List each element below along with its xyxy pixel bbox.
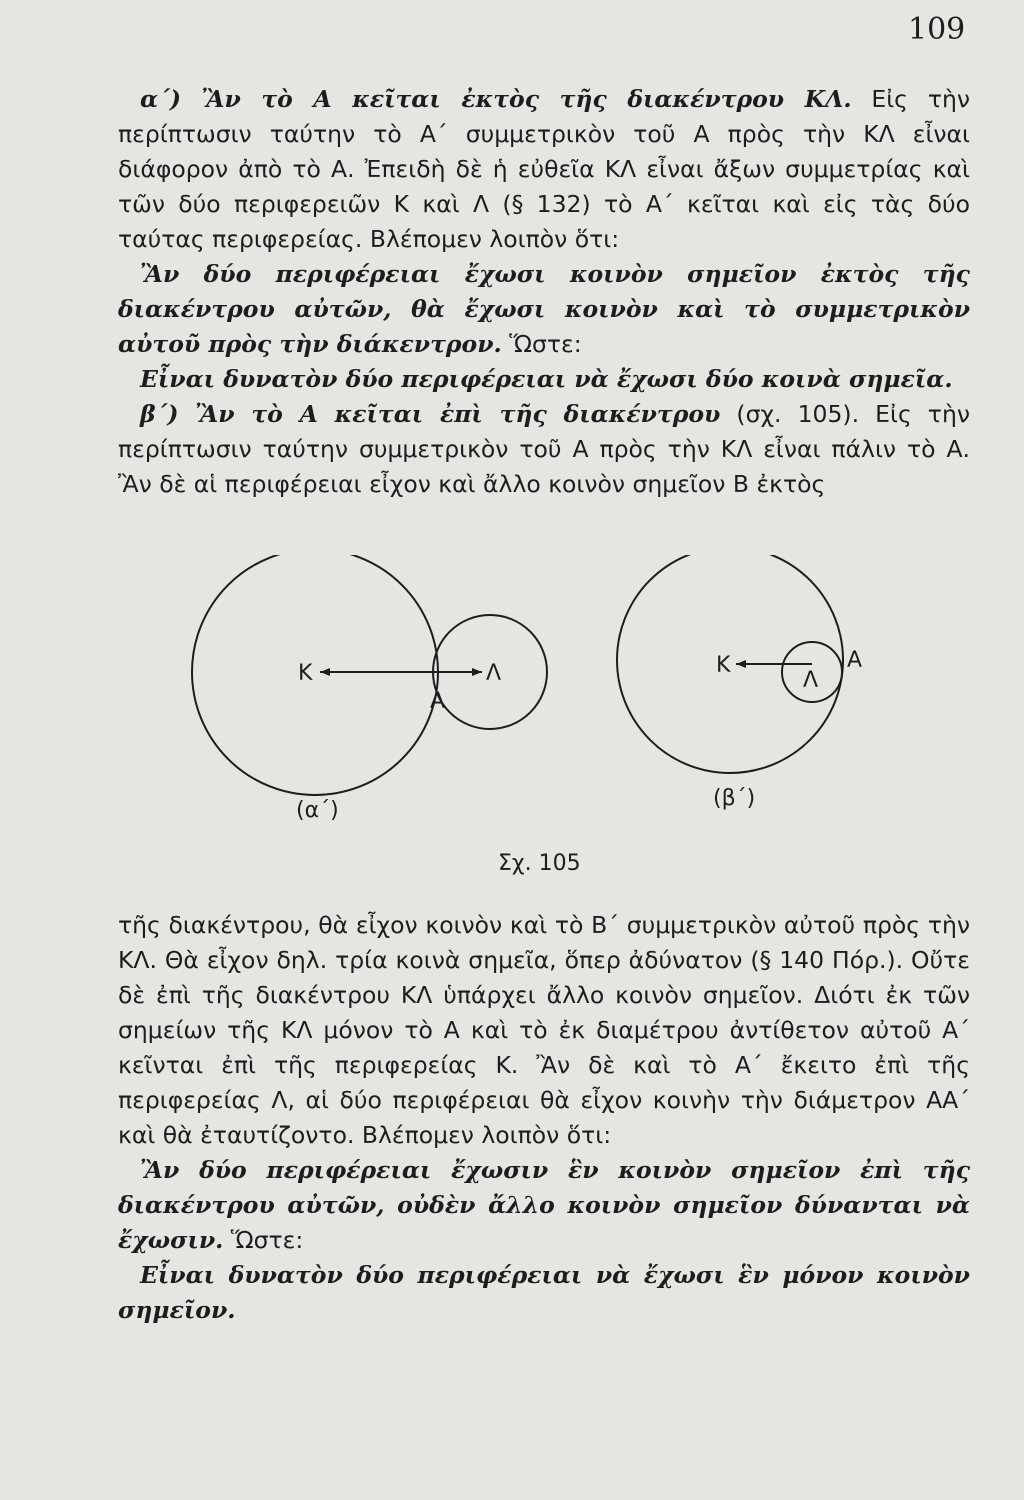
figure-beta-label: (β΄) xyxy=(713,786,756,811)
paragraph-theorem-symmetric xyxy=(118,257,970,362)
arrow-k-beta xyxy=(736,660,746,668)
theorem-symmetric-tail: Ὥστε: xyxy=(501,330,582,358)
arrow-l-alpha xyxy=(472,668,482,676)
figure-105 xyxy=(190,555,890,885)
page-number: 109 xyxy=(908,12,966,47)
paragraph-case-beta xyxy=(118,397,970,502)
label-l-alpha: Λ xyxy=(486,661,502,686)
bottom-text-block xyxy=(118,908,970,1328)
label-k-alpha: Κ xyxy=(298,661,313,686)
theorem-single-tail: Ὥστε: xyxy=(223,1226,304,1254)
conclusion-one-point: Εἶναι δυνατὸν δύο περιφέρειαι νὰ ἔχωσι ἓν μόνον κοινὸν σημεῖον. xyxy=(118,1261,970,1324)
figure-alpha-label: (α΄) xyxy=(296,798,339,823)
top-text-block xyxy=(118,82,970,502)
paragraph-case-alpha xyxy=(118,82,970,257)
theorem-single-point: Ἂν δύο περιφέρειαι ἔχωσιν ἓν κοινὸν σημεῖον ἐπὶ τῆς διακέντρου αὐτῶν, οὐδὲν ἄλλο κοινὸν σημεῖον δύνανται νὰ ἔχωσιν. xyxy=(118,1156,970,1254)
continuation-body: τῆς διακέντρου, θὰ εἶχον κοινὸν καὶ τὸ Β΄ συμμετρικὸν αὐτοῦ πρὸς τὴν ΚΛ. Θὰ εἶχον δηλ. τρία κοινὰ σημεῖα, ὅπερ ἀδύνατον (§ 140 Πόρ.). Οὔτε δὲ ἐπὶ τῆς διακέντρου ΚΛ ὑπάρχει ἄλλο κοινὸν σημεῖον. Διότι ἐκ τῶν σημείων τῆς ΚΛ μόνον τὸ Α καὶ τὸ ἐκ διαμέτρου ἀντίθετον αὐτοῦ Α΄ κεῖνται ἐπὶ τῆς περιφερείας Κ. Ἂν δὲ καὶ τὸ Α΄ ἔκειτο ἐπὶ τῆς περιφερείας Λ, αἱ δύο περιφέρειαι θὰ εἶχον κοινὴν τὴν διάμετρον ΑΑ΄ καὶ θὰ ἐταυτίζοντο. Βλέπομεν λοιπὸν ὅτι: xyxy=(118,911,970,1149)
conclusion-two-points: Εἶναι δυνατὸν δύο περιφέρειαι νὰ ἔχωσι δύο κοινὰ σημεῖα. xyxy=(140,365,953,393)
label-l-beta: Λ xyxy=(803,668,819,693)
label-a-alpha: Α xyxy=(430,689,446,714)
paragraph-two-common-points xyxy=(118,362,970,397)
paragraph-continuation xyxy=(118,908,970,1153)
case-beta-heading: β΄) Ἂν τὸ Α κεῖται ἐπὶ τῆς διακέντρου xyxy=(140,400,721,428)
label-a-beta: Α xyxy=(847,648,863,673)
paragraph-theorem-single xyxy=(118,1153,970,1258)
case-beta-body: (σχ. 105). Εἰς τὴν περίπτωσιν ταύτην συμμετρικὸν τοῦ Α πρὸς τὴν ΚΛ εἶναι πάλιν τὸ Α. Ἂν δὲ αἱ περιφέρειαι εἶχον καὶ ἄλλο κοινὸν σημεῖον Β ἐκτὸς xyxy=(118,400,970,498)
figure-caption: Σχ. 105 xyxy=(498,851,581,876)
label-k-beta: Κ xyxy=(716,653,731,678)
theorem-symmetric: Ἂν δύο περιφέρειαι ἔχωσι κοινὸν σημεῖον ἐκτὸς τῆς διακέντρου αὐτῶν, θὰ ἔχωσι κοινὸν καὶ τὸ συμμετρικὸν αὐτοῦ πρὸς τὴν διάκεντρον. xyxy=(118,260,970,358)
case-alpha-body: Εἰς τὴν περίπτωσιν ταύτην τὸ Α΄ συμμετρικὸν τοῦ Α πρὸς τὴν ΚΛ εἶναι διάφορον ἀπὸ τὸ Α. Ἐπειδὴ δὲ ἡ εὐθεῖα ΚΛ εἶναι ἄξων συμμετρίας καὶ τῶν δύο περιφερειῶν Κ καὶ Λ (§ 132) τὸ Α΄ κεῖται καὶ εἰς τὰς δύο ταύτας περιφερείας. Βλέπομεν λοιπὸν ὅτι: xyxy=(118,85,971,253)
arrow-k-alpha xyxy=(320,668,330,676)
paragraph-one-common-point xyxy=(118,1258,970,1328)
circle-k-alpha xyxy=(192,555,438,795)
case-alpha-heading: α΄) Ἂν τὸ Α κεῖται ἐκτὸς τῆς διακέντρου ΚΛ. xyxy=(140,85,852,113)
